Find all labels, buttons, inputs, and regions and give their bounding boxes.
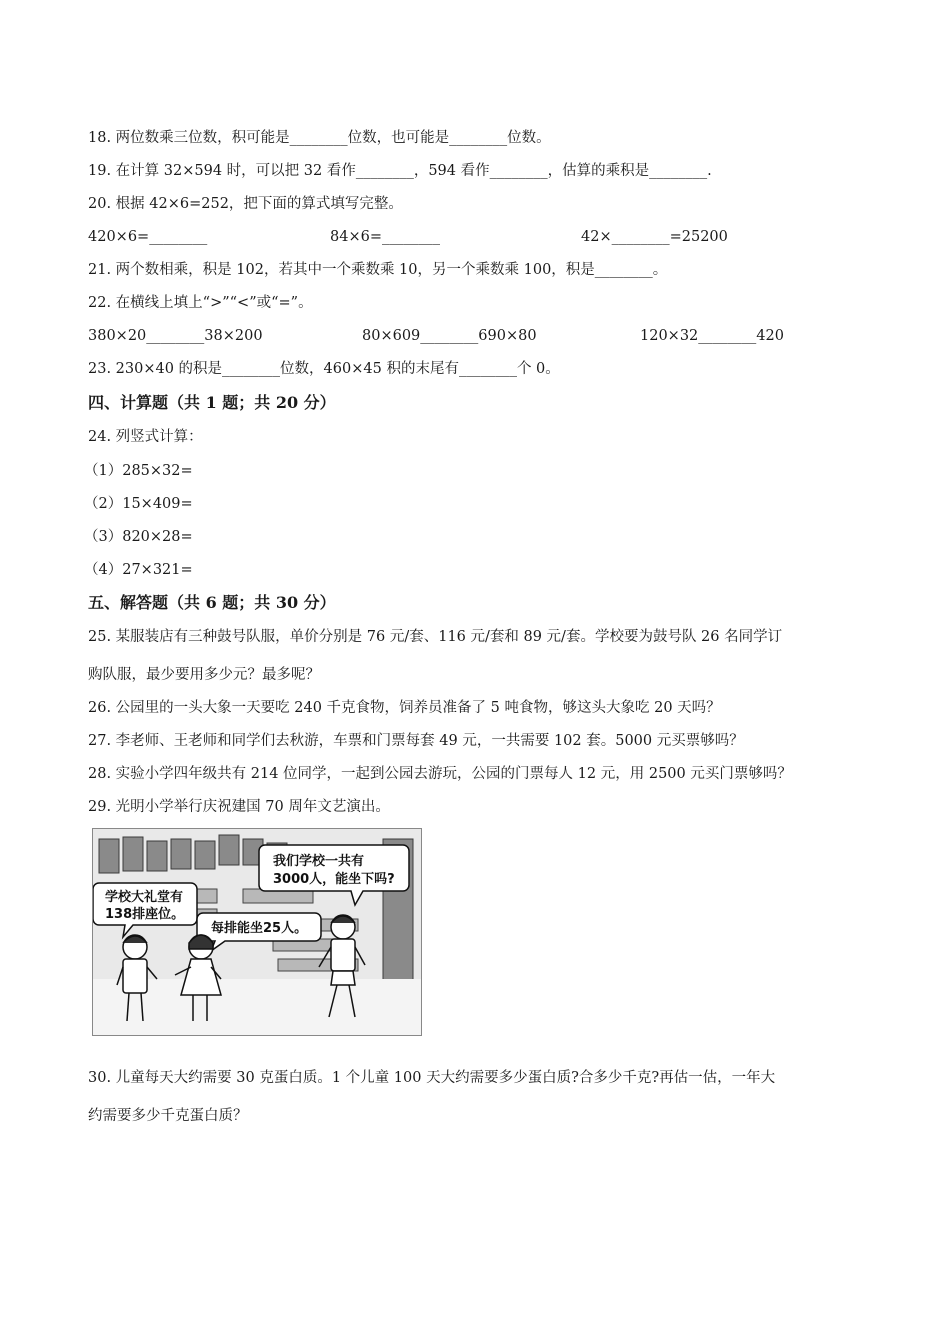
question-18: 18. 两位数乘三位数，积可能是________位数，也可能是________位数。 [88,130,551,146]
question-24-item-1: （1）285×32= [84,463,193,479]
question-28: 28. 实验小学四年级共有 214 位同学，一起到公园去游玩，公园的门票每人 12 元，用 2500 元买门票够吗？ [88,766,792,782]
question-22-item-2: 80×609________690×80 [362,328,537,344]
question-24-item-3: （3）820×28= [84,529,193,545]
question-22: 22. 在横线上填上“>”“<”或“=”。 [88,295,313,311]
bubble-3-line-2: 3000人，能坐下吗? [273,872,395,887]
bubble-3-line-1: 我们学校一共有 [273,854,365,869]
question-22-item-1: 380×20________38×200 [88,328,263,344]
question-20-item-2: 84×6=________ [330,229,440,245]
question-19: 19. 在计算 32×594 时，可以把 32 看作________，594 看作________，估算的乘积是________. [88,163,712,179]
question-25-line-1: 25. 某服装店有三种鼓号队服，单价分别是 76 元/套、116 元/套和 89 元/套。学校要为鼓号队 26 名同学订 [88,629,783,645]
question-27: 27. 李老师、王老师和同学们去秋游，车票和门票每套 49 元，一共需要 102 套。5000 元买票够吗？ [88,733,744,749]
bubble-1-line-1: 学校大礼堂有 [105,890,184,905]
question-20-item-1: 420×6=________ [88,229,208,245]
bubble-2-text: 每排能坐25人。 [211,921,308,936]
question-20-item-3: 42×________=25200 [581,229,728,245]
question-29: 29. 光明小学举行庆祝建国 70 周年文艺演出。 [88,799,390,815]
section-4-heading: 四、计算题（共 1 题；共 20 分） [88,393,336,412]
question-21: 21. 两个数相乘，积是 102，若其中一个乘数乘 10，另一个乘数乘 100，积是________。 [88,262,668,278]
question-24-item-2: （2）15×409= [84,496,193,512]
question-26: 26. 公园里的一头大象一天要吃 240 千克食物，饲养员准备了 5 吨食物，够这头大象吃 20 天吗？ [88,700,721,716]
question-30-line-2: 约需要多少千克蛋白质？ [88,1108,248,1124]
question-25-line-2: 购队服，最少要用多少元？最多呢？ [88,667,320,683]
question-20: 20. 根据 42×6=252，把下面的算式填写完整。 [88,196,403,212]
illustration-drawing [93,829,421,1035]
question-30-line-1: 30. 儿童每天大约需要 30 克蛋白质。1 个儿童 100 天大约需要多少蛋白质?合多少千克?再估一估，一年大 [88,1070,776,1086]
bubble-1-line-2: 138排座位。 [105,907,185,922]
question-24-item-4: （4）27×321= [84,562,193,578]
section-5-heading: 五、解答题（共 6 题；共 30 分） [88,593,336,612]
question-23: 23. 230×40 的积是________位数，460×45 积的末尾有________个 0。 [88,361,560,377]
question-24: 24. 列竖式计算： [88,429,203,445]
auditorium-illustration [92,828,422,1036]
question-22-item-3: 120×32________420 [640,328,784,344]
